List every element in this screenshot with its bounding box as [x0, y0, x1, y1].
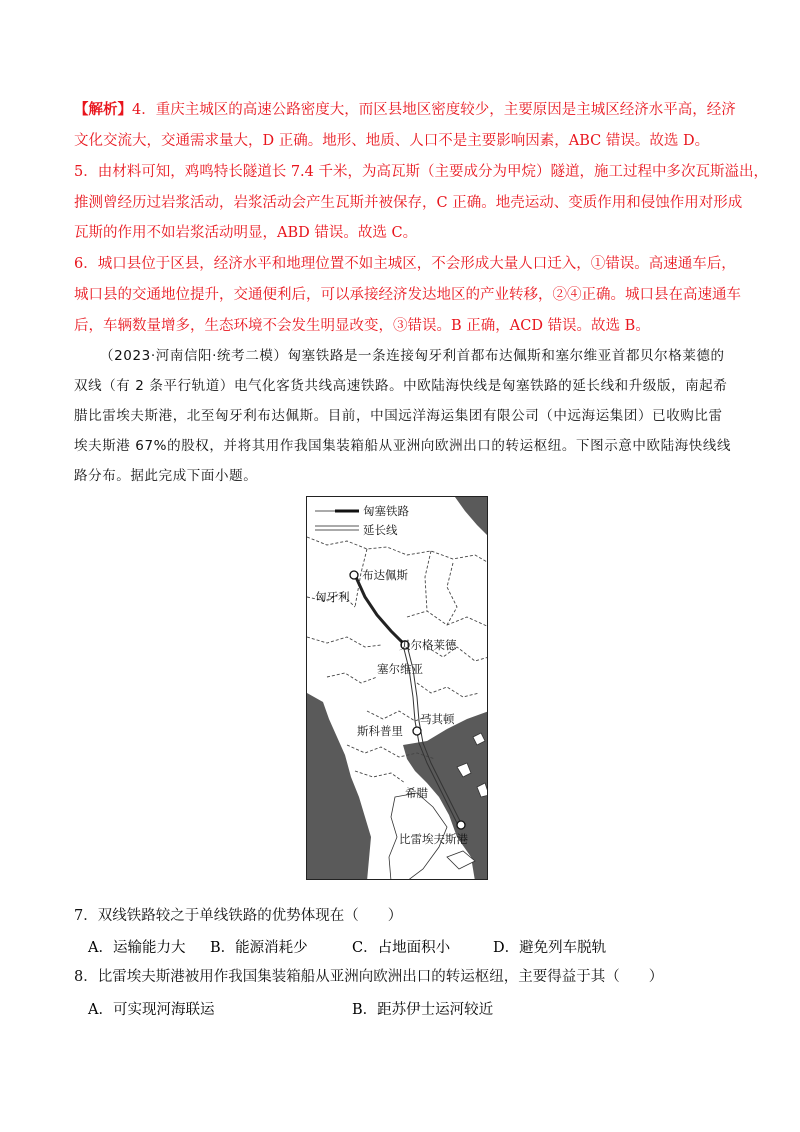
piraeus-marker — [457, 821, 465, 829]
analysis-tag: 【解析】 — [74, 101, 132, 118]
intro-line-1: （2023·河南信阳·统考二模）匈塞铁路是一条连接匈牙利首都布达佩斯和塞尔维亚首都贝尔格莱德的 — [100, 348, 725, 364]
intro-line-2: 双线（有 2 条平行轨道）电气化客货共线高速铁路。中欧陆海快线是匈塞铁路的延长线和升级版，南起希 — [74, 378, 728, 394]
question-7-option-c[interactable]: C．占地面积小 — [352, 940, 451, 956]
analysis-line-8: 后，车辆数量增多，生态环境不会发生明显改变，③错误。B 正确，ACD 错误。故选 B。 — [74, 318, 650, 334]
question-7-stem: 7．双线铁路较之于单线铁路的优势体现在（ ） — [74, 908, 403, 924]
serbia-label: 塞尔维亚 — [377, 662, 423, 676]
analysis-line-7: 城口县的交通地位提升，交通便利后，可以承接经济发达地区的产业转移，②④正确。城口县在高速通车 — [74, 287, 741, 303]
analysis-line-2: 文化交流大，交通需求量大，D 正确。地形、地质、人口不是主要影响因素，ABC 错误。故选 D。 — [74, 133, 710, 149]
greece-label: 希腊 — [405, 786, 428, 800]
analysis-line-1 — [74, 100, 736, 120]
legend-extension-label: 延长线 — [363, 523, 398, 537]
sea-area — [307, 693, 371, 880]
question-8-option-a[interactable]: A．可实现河海联运 — [88, 1002, 215, 1018]
budapest-marker — [350, 571, 358, 579]
budapest-label: 布达佩斯 — [362, 568, 408, 582]
sea-north — [455, 497, 488, 537]
question-8-option-b[interactable]: B．距苏伊士运河较近 — [352, 1002, 494, 1018]
intro-line-5: 路分布。据此完成下面小题。 — [74, 468, 258, 484]
analysis-line-6: 6．城口县位于区县，经济水平和地理位置不如主城区，不会形成大量人口迁入，①错误。高速通车后， — [74, 256, 736, 272]
hungary-serbia-route-line — [355, 575, 405, 645]
macedonia-label: 马其顿 — [420, 712, 455, 726]
analysis-line-5: 瓦斯的作用不如岩浆活动明显，ABD 错误。故选 C。 — [74, 225, 418, 241]
route-map-svg — [307, 497, 488, 880]
question-7-option-d[interactable]: D．避免列车脱轨 — [493, 940, 607, 956]
piraeus-label: 比雷埃夫斯港 — [399, 832, 468, 846]
analysis-line-3: 5．由材料可知，鸡鸣特长隧道长 7.4 千米，为高瓦斯（主要成分为甲烷）隧道，施工过程中多次瓦斯溢出， — [74, 164, 768, 180]
question-7-option-a[interactable]: A．运输能力大 — [88, 940, 186, 956]
skopje-marker — [413, 727, 421, 735]
intro-line-3: 腊比雷埃夫斯港，北至匈牙利布达佩斯。目前，中国远洋海运集团有限公司（中远海运集团）已收购比雷 — [74, 408, 723, 424]
question-7-option-b[interactable]: B．能源消耗少 — [210, 940, 308, 956]
skopje-label: 斯科普里 — [357, 724, 403, 738]
intro-line-4: 埃夫斯港 67%的股权，并将其用作我国集装箱船从亚洲向欧洲出口的转运枢纽。下图示意中欧陆海快线线 — [74, 438, 732, 454]
map-legend — [315, 511, 359, 530]
belgrade-label: 贝尔格莱德 — [399, 638, 457, 652]
question-8-stem: 8．比雷埃夫斯港被用作我国集装箱船从亚洲向欧洲出口的转运枢纽，主要得益于其（ ） — [74, 969, 664, 985]
route-map — [306, 496, 488, 880]
analysis-text: 4．重庆主城区的高速公路密度大，而区县地区密度较少，主要原因是主城区经济水平高，经济 — [132, 102, 736, 118]
analysis-line-4: 推测曾经历过岩浆活动，岩浆活动会产生瓦斯并被保存，C 正确。地壳运动、变质作用和侵蚀作用对形成 — [74, 195, 743, 211]
hungary-label: 匈牙利 — [315, 590, 350, 604]
legend-railway-label: 匈塞铁路 — [363, 504, 409, 518]
